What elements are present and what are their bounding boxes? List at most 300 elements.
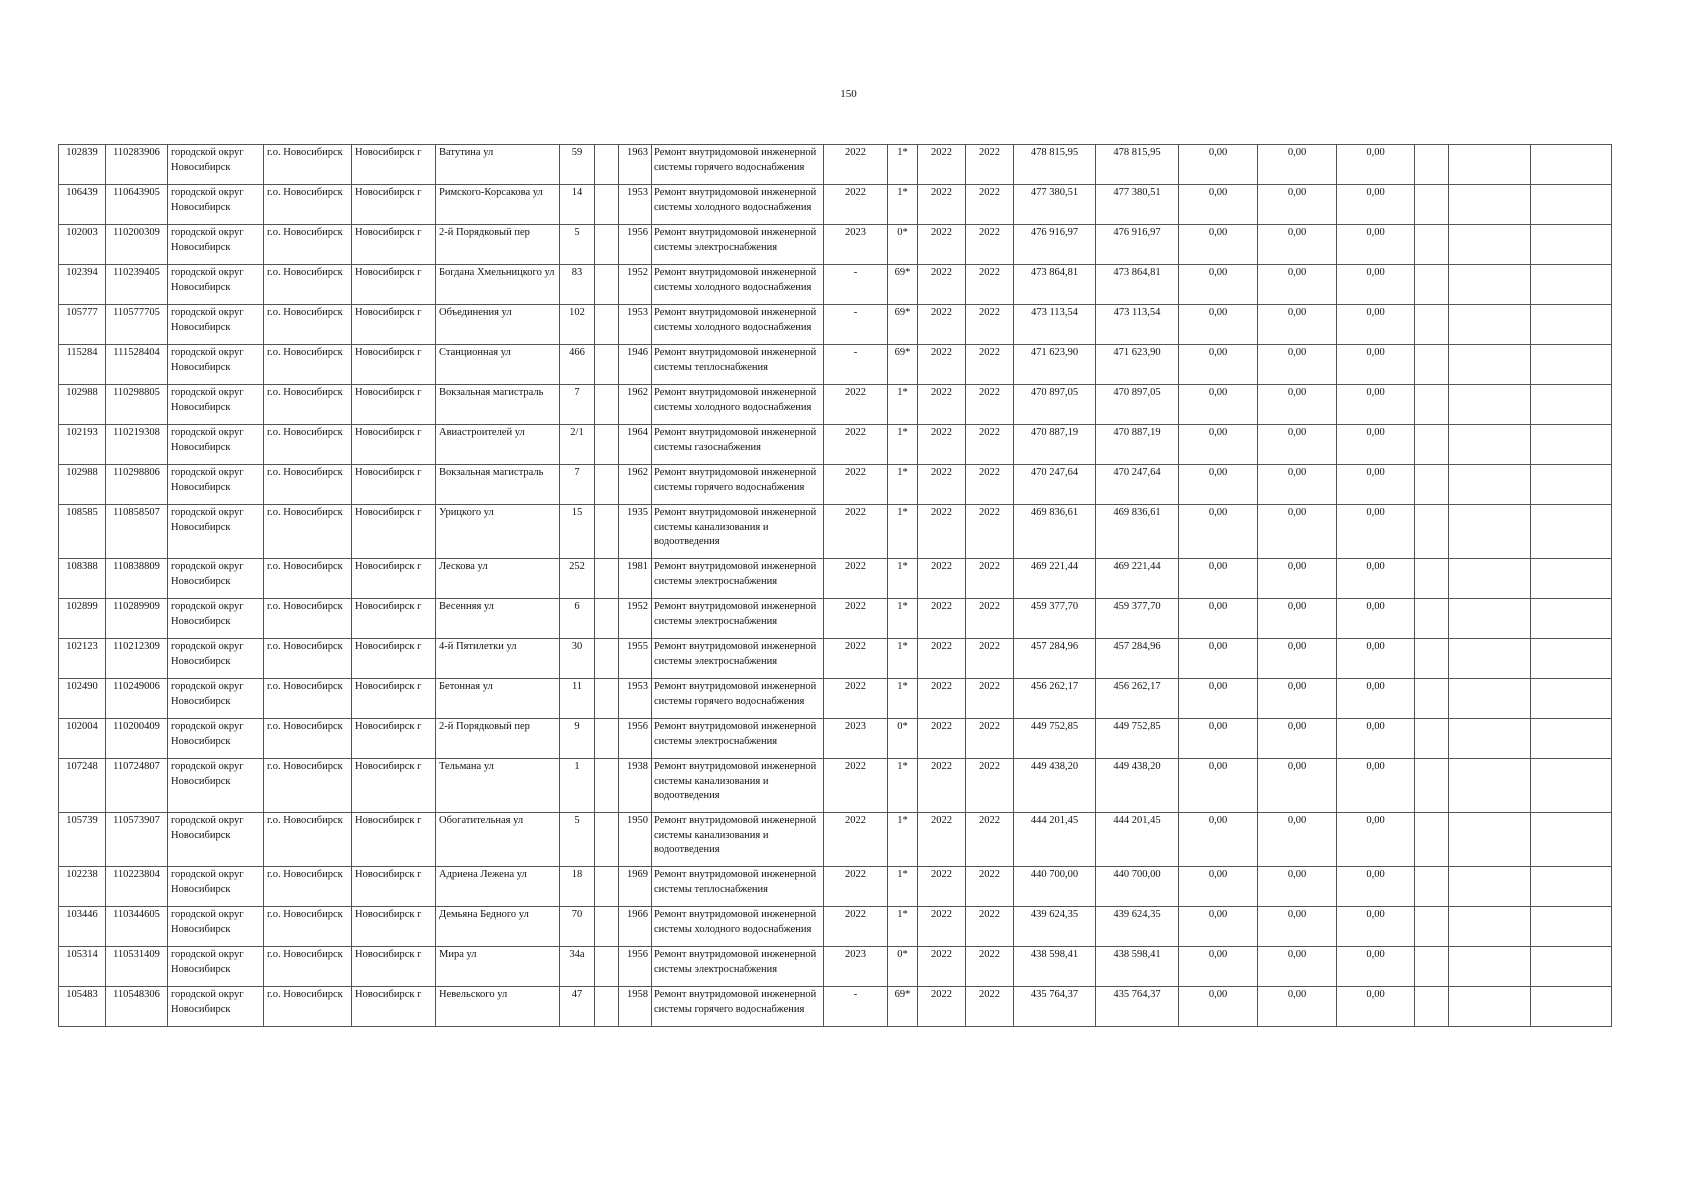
cell-settlement: г.о. Новосибирск xyxy=(264,759,352,813)
cell-cost-regional: 0,00 xyxy=(1258,719,1337,759)
cell-house-number: 7 xyxy=(560,385,595,425)
cell-end-year: 2022 xyxy=(966,385,1014,425)
cell-cost-local: 0,00 xyxy=(1337,425,1415,465)
cell-start-year: 2022 xyxy=(918,947,966,987)
cell-locality: Новосибирск г xyxy=(352,225,436,265)
cell-cost-regional: 0,00 xyxy=(1258,599,1337,639)
cell-cost-local: 0,00 xyxy=(1337,759,1415,813)
cell-cost-federal: 0,00 xyxy=(1179,719,1258,759)
cell-house-number: 5 xyxy=(560,813,595,867)
cell-cost-local: 0,00 xyxy=(1337,987,1415,1027)
cell-work-type: Ремонт внутридомовой инженерной системы канализования и водоотведения xyxy=(652,505,824,559)
cell-extra-2 xyxy=(1449,145,1531,185)
cell-end-year: 2022 xyxy=(966,907,1014,947)
cell-work-type: Ремонт внутридомовой инженерной системы горячего водоснабжения xyxy=(652,679,824,719)
cell-cost-federal: 0,00 xyxy=(1179,907,1258,947)
cell-cost-owners: 435 764,37 xyxy=(1096,987,1179,1027)
cell-cost-federal: 0,00 xyxy=(1179,465,1258,505)
cell-end-year: 2022 xyxy=(966,145,1014,185)
cell-build-year: 1938 xyxy=(619,759,652,813)
cell-cost-owners: 469 221,44 xyxy=(1096,559,1179,599)
cell-extra-3 xyxy=(1531,599,1612,639)
cell-cost-federal: 0,00 xyxy=(1179,225,1258,265)
cell-extra-1 xyxy=(1415,465,1449,505)
cell-build-year: 1962 xyxy=(619,465,652,505)
cell-cost-owners: 473 864,81 xyxy=(1096,265,1179,305)
cell-status-code: 1* xyxy=(888,145,918,185)
cell-municipality: городской округ Новосибирск xyxy=(168,719,264,759)
cell-extra-2 xyxy=(1449,425,1531,465)
cell-object-code: 110283906 xyxy=(106,145,168,185)
cell-record-id: 102123 xyxy=(59,639,106,679)
cell-locality: Новосибирск г xyxy=(352,947,436,987)
cell-extra-1 xyxy=(1415,505,1449,559)
cell-extra-3 xyxy=(1531,813,1612,867)
cell-status-code: 1* xyxy=(888,185,918,225)
cell-cost-federal: 0,00 xyxy=(1179,759,1258,813)
cell-street: Богдана Хмельницкого ул xyxy=(436,265,560,305)
cell-build-year: 1956 xyxy=(619,225,652,265)
cell-house-number: 14 xyxy=(560,185,595,225)
cell-extra-3 xyxy=(1531,867,1612,907)
cell-planned-year: 2022 xyxy=(824,465,888,505)
cell-cost-owners: 476 916,97 xyxy=(1096,225,1179,265)
cell-cost-federal: 0,00 xyxy=(1179,639,1258,679)
cell-cost-regional: 0,00 xyxy=(1258,559,1337,599)
cell-record-id: 102988 xyxy=(59,465,106,505)
cell-total-cost: 449 438,20 xyxy=(1014,759,1096,813)
cell-settlement: г.о. Новосибирск xyxy=(264,185,352,225)
cell-planned-year: 2022 xyxy=(824,559,888,599)
cell-cost-local: 0,00 xyxy=(1337,145,1415,185)
cell-cost-owners: 440 700,00 xyxy=(1096,867,1179,907)
cell-work-type: Ремонт внутридомовой инженерной системы электроснабжения xyxy=(652,947,824,987)
cell-start-year: 2022 xyxy=(918,345,966,385)
cell-work-type: Ремонт внутридомовой инженерной системы горячего водоснабжения xyxy=(652,145,824,185)
cell-street: Урицкого ул xyxy=(436,505,560,559)
cell-object-code: 110643905 xyxy=(106,185,168,225)
cell-object-code: 110223804 xyxy=(106,867,168,907)
cell-work-type: Ремонт внутридомовой инженерной системы электроснабжения xyxy=(652,639,824,679)
cell-building xyxy=(595,225,619,265)
cell-object-code: 110531409 xyxy=(106,947,168,987)
cell-cost-regional: 0,00 xyxy=(1258,225,1337,265)
cell-extra-3 xyxy=(1531,305,1612,345)
table-row xyxy=(59,505,1612,559)
cell-extra-3 xyxy=(1531,987,1612,1027)
cell-house-number: 15 xyxy=(560,505,595,559)
cell-build-year: 1946 xyxy=(619,345,652,385)
cell-extra-1 xyxy=(1415,599,1449,639)
cell-build-year: 1966 xyxy=(619,907,652,947)
cell-cost-regional: 0,00 xyxy=(1258,639,1337,679)
cell-total-cost: 456 262,17 xyxy=(1014,679,1096,719)
cell-extra-1 xyxy=(1415,305,1449,345)
cell-cost-owners: 477 380,51 xyxy=(1096,185,1179,225)
cell-house-number: 70 xyxy=(560,907,595,947)
cell-status-code: 69* xyxy=(888,305,918,345)
cell-object-code: 110548306 xyxy=(106,987,168,1027)
cell-start-year: 2022 xyxy=(918,145,966,185)
cell-cost-local: 0,00 xyxy=(1337,185,1415,225)
cell-settlement: г.о. Новосибирск xyxy=(264,719,352,759)
cell-record-id: 106439 xyxy=(59,185,106,225)
cell-building xyxy=(595,265,619,305)
cell-locality: Новосибирск г xyxy=(352,265,436,305)
cell-planned-year: 2022 xyxy=(824,599,888,639)
cell-record-id: 102839 xyxy=(59,145,106,185)
cell-cost-federal: 0,00 xyxy=(1179,679,1258,719)
cell-planned-year: 2022 xyxy=(824,185,888,225)
cell-extra-2 xyxy=(1449,559,1531,599)
cell-street: Объединения ул xyxy=(436,305,560,345)
cell-build-year: 1969 xyxy=(619,867,652,907)
cell-end-year: 2022 xyxy=(966,867,1014,907)
cell-municipality: городской округ Новосибирск xyxy=(168,265,264,305)
cell-extra-1 xyxy=(1415,185,1449,225)
cell-settlement: г.о. Новосибирск xyxy=(264,225,352,265)
cell-object-code: 110239405 xyxy=(106,265,168,305)
cell-locality: Новосибирск г xyxy=(352,145,436,185)
cell-cost-federal: 0,00 xyxy=(1179,425,1258,465)
cell-start-year: 2022 xyxy=(918,225,966,265)
cell-settlement: г.о. Новосибирск xyxy=(264,425,352,465)
cell-building xyxy=(595,759,619,813)
cell-municipality: городской округ Новосибирск xyxy=(168,505,264,559)
cell-building xyxy=(595,867,619,907)
cell-extra-2 xyxy=(1449,185,1531,225)
cell-building xyxy=(595,505,619,559)
cell-start-year: 2022 xyxy=(918,867,966,907)
cell-cost-regional: 0,00 xyxy=(1258,907,1337,947)
cell-extra-2 xyxy=(1449,599,1531,639)
cell-settlement: г.о. Новосибирск xyxy=(264,385,352,425)
cell-status-code: 1* xyxy=(888,759,918,813)
cell-work-type: Ремонт внутридомовой инженерной системы горячего водоснабжения xyxy=(652,987,824,1027)
cell-cost-owners: 457 284,96 xyxy=(1096,639,1179,679)
cell-settlement: г.о. Новосибирск xyxy=(264,599,352,639)
cell-record-id: 102394 xyxy=(59,265,106,305)
cell-start-year: 2022 xyxy=(918,425,966,465)
cell-settlement: г.о. Новосибирск xyxy=(264,265,352,305)
cell-start-year: 2022 xyxy=(918,813,966,867)
table-body xyxy=(59,145,1612,1027)
cell-municipality: городской округ Новосибирск xyxy=(168,867,264,907)
cell-cost-local: 0,00 xyxy=(1337,305,1415,345)
cell-build-year: 1963 xyxy=(619,145,652,185)
cell-municipality: городской округ Новосибирск xyxy=(168,305,264,345)
cell-work-type: Ремонт внутридомовой инженерной системы электроснабжения xyxy=(652,599,824,639)
cell-object-code: 110289909 xyxy=(106,599,168,639)
cell-build-year: 1953 xyxy=(619,305,652,345)
cell-street: Невельского ул xyxy=(436,987,560,1027)
cell-cost-local: 0,00 xyxy=(1337,505,1415,559)
cell-build-year: 1950 xyxy=(619,813,652,867)
table-row xyxy=(59,987,1612,1027)
cell-extra-3 xyxy=(1531,679,1612,719)
cell-object-code: 110573907 xyxy=(106,813,168,867)
cell-cost-federal: 0,00 xyxy=(1179,305,1258,345)
cell-status-code: 1* xyxy=(888,813,918,867)
cell-total-cost: 469 221,44 xyxy=(1014,559,1096,599)
cell-cost-local: 0,00 xyxy=(1337,867,1415,907)
cell-house-number: 1 xyxy=(560,759,595,813)
cell-building xyxy=(595,385,619,425)
cell-start-year: 2022 xyxy=(918,505,966,559)
cell-work-type: Ремонт внутридомовой инженерной системы холодного водоснабжения xyxy=(652,265,824,305)
cell-cost-federal: 0,00 xyxy=(1179,813,1258,867)
cell-object-code: 110219308 xyxy=(106,425,168,465)
cell-locality: Новосибирск г xyxy=(352,813,436,867)
cell-status-code: 69* xyxy=(888,987,918,1027)
cell-cost-federal: 0,00 xyxy=(1179,947,1258,987)
cell-street: Адриена Лежена ул xyxy=(436,867,560,907)
table-row xyxy=(59,719,1612,759)
cell-street: 4-й Пятилетки ул xyxy=(436,639,560,679)
table-row xyxy=(59,813,1612,867)
cell-record-id: 105314 xyxy=(59,947,106,987)
cell-work-type: Ремонт внутридомовой инженерной системы электроснабжения xyxy=(652,719,824,759)
cell-cost-owners: 478 815,95 xyxy=(1096,145,1179,185)
cell-locality: Новосибирск г xyxy=(352,599,436,639)
cell-house-number: 252 xyxy=(560,559,595,599)
cell-total-cost: 438 598,41 xyxy=(1014,947,1096,987)
cell-planned-year: - xyxy=(824,265,888,305)
cell-end-year: 2022 xyxy=(966,559,1014,599)
cell-object-code: 110298805 xyxy=(106,385,168,425)
cell-extra-2 xyxy=(1449,385,1531,425)
cell-locality: Новосибирск г xyxy=(352,867,436,907)
cell-house-number: 18 xyxy=(560,867,595,907)
cell-house-number: 59 xyxy=(560,145,595,185)
cell-status-code: 1* xyxy=(888,559,918,599)
cell-settlement: г.о. Новосибирск xyxy=(264,679,352,719)
cell-settlement: г.о. Новосибирск xyxy=(264,145,352,185)
cell-municipality: городской округ Новосибирск xyxy=(168,947,264,987)
cell-municipality: городской округ Новосибирск xyxy=(168,639,264,679)
cell-end-year: 2022 xyxy=(966,639,1014,679)
cell-build-year: 1964 xyxy=(619,425,652,465)
cell-record-id: 107248 xyxy=(59,759,106,813)
cell-municipality: городской округ Новосибирск xyxy=(168,225,264,265)
cell-planned-year: - xyxy=(824,305,888,345)
cell-extra-3 xyxy=(1531,947,1612,987)
cell-locality: Новосибирск г xyxy=(352,505,436,559)
cell-cost-local: 0,00 xyxy=(1337,599,1415,639)
cell-extra-3 xyxy=(1531,345,1612,385)
cell-total-cost: 440 700,00 xyxy=(1014,867,1096,907)
cell-end-year: 2022 xyxy=(966,465,1014,505)
cell-cost-owners: 449 752,85 xyxy=(1096,719,1179,759)
cell-street: Лескова ул xyxy=(436,559,560,599)
cell-total-cost: 470 887,19 xyxy=(1014,425,1096,465)
cell-locality: Новосибирск г xyxy=(352,559,436,599)
cell-total-cost: 449 752,85 xyxy=(1014,719,1096,759)
cell-locality: Новосибирск г xyxy=(352,719,436,759)
cell-extra-1 xyxy=(1415,559,1449,599)
cell-planned-year: - xyxy=(824,987,888,1027)
cell-cost-local: 0,00 xyxy=(1337,639,1415,679)
cell-building xyxy=(595,987,619,1027)
cell-extra-1 xyxy=(1415,265,1449,305)
table-row xyxy=(59,265,1612,305)
cell-extra-2 xyxy=(1449,225,1531,265)
cell-total-cost: 457 284,96 xyxy=(1014,639,1096,679)
cell-cost-federal: 0,00 xyxy=(1179,385,1258,425)
cell-planned-year: 2022 xyxy=(824,505,888,559)
cell-extra-3 xyxy=(1531,425,1612,465)
cell-municipality: городской округ Новосибирск xyxy=(168,385,264,425)
cell-total-cost: 471 623,90 xyxy=(1014,345,1096,385)
cell-building xyxy=(595,185,619,225)
cell-street: Вокзальная магистраль xyxy=(436,385,560,425)
cell-building xyxy=(595,639,619,679)
cell-end-year: 2022 xyxy=(966,345,1014,385)
cell-total-cost: 470 247,64 xyxy=(1014,465,1096,505)
cell-locality: Новосибирск г xyxy=(352,679,436,719)
table-row xyxy=(59,907,1612,947)
cell-street: Авиастроителей ул xyxy=(436,425,560,465)
cell-municipality: городской округ Новосибирск xyxy=(168,679,264,719)
cell-building xyxy=(595,345,619,385)
cell-cost-owners: 444 201,45 xyxy=(1096,813,1179,867)
cell-extra-3 xyxy=(1531,907,1612,947)
cell-object-code: 110212309 xyxy=(106,639,168,679)
cell-cost-regional: 0,00 xyxy=(1258,425,1337,465)
cell-cost-regional: 0,00 xyxy=(1258,465,1337,505)
cell-status-code: 0* xyxy=(888,225,918,265)
cell-house-number: 47 xyxy=(560,987,595,1027)
cell-cost-regional: 0,00 xyxy=(1258,987,1337,1027)
cell-planned-year: 2023 xyxy=(824,947,888,987)
cell-build-year: 1953 xyxy=(619,679,652,719)
cell-extra-1 xyxy=(1415,947,1449,987)
table-row xyxy=(59,867,1612,907)
cell-record-id: 102193 xyxy=(59,425,106,465)
cell-total-cost: 435 764,37 xyxy=(1014,987,1096,1027)
cell-work-type: Ремонт внутридомовой инженерной системы электроснабжения xyxy=(652,225,824,265)
cell-planned-year: 2022 xyxy=(824,425,888,465)
table-row xyxy=(59,225,1612,265)
cell-object-code: 110838809 xyxy=(106,559,168,599)
cell-total-cost: 477 380,51 xyxy=(1014,185,1096,225)
cell-start-year: 2022 xyxy=(918,559,966,599)
cell-extra-3 xyxy=(1531,719,1612,759)
cell-status-code: 1* xyxy=(888,867,918,907)
table-row xyxy=(59,185,1612,225)
cell-building xyxy=(595,719,619,759)
cell-extra-2 xyxy=(1449,947,1531,987)
cell-total-cost: 470 897,05 xyxy=(1014,385,1096,425)
cell-cost-local: 0,00 xyxy=(1337,907,1415,947)
cell-extra-3 xyxy=(1531,265,1612,305)
cell-street: Тельмана ул xyxy=(436,759,560,813)
cell-cost-owners: 439 624,35 xyxy=(1096,907,1179,947)
cell-record-id: 102988 xyxy=(59,385,106,425)
cell-extra-1 xyxy=(1415,759,1449,813)
cell-locality: Новосибирск г xyxy=(352,425,436,465)
cell-building xyxy=(595,305,619,345)
cell-settlement: г.о. Новосибирск xyxy=(264,345,352,385)
cell-house-number: 6 xyxy=(560,599,595,639)
program-table xyxy=(58,144,1612,1027)
cell-extra-2 xyxy=(1449,305,1531,345)
cell-planned-year: 2022 xyxy=(824,679,888,719)
cell-extra-2 xyxy=(1449,265,1531,305)
cell-street: 2-й Порядковый пер xyxy=(436,225,560,265)
cell-street: Станционная ул xyxy=(436,345,560,385)
cell-work-type: Ремонт внутридомовой инженерной системы теплоснабжения xyxy=(652,345,824,385)
cell-status-code: 1* xyxy=(888,907,918,947)
cell-cost-federal: 0,00 xyxy=(1179,505,1258,559)
cell-house-number: 9 xyxy=(560,719,595,759)
cell-total-cost: 476 916,97 xyxy=(1014,225,1096,265)
cell-street: Вокзальная магистраль xyxy=(436,465,560,505)
cell-status-code: 1* xyxy=(888,505,918,559)
cell-street: Бетонная ул xyxy=(436,679,560,719)
cell-object-code: 110200409 xyxy=(106,719,168,759)
cell-extra-3 xyxy=(1531,465,1612,505)
cell-extra-1 xyxy=(1415,679,1449,719)
cell-work-type: Ремонт внутридомовой инженерной системы горячего водоснабжения xyxy=(652,465,824,505)
cell-start-year: 2022 xyxy=(918,265,966,305)
cell-settlement: г.о. Новосибирск xyxy=(264,947,352,987)
cell-build-year: 1955 xyxy=(619,639,652,679)
cell-end-year: 2022 xyxy=(966,305,1014,345)
table-row xyxy=(59,305,1612,345)
cell-cost-owners: 456 262,17 xyxy=(1096,679,1179,719)
cell-cost-federal: 0,00 xyxy=(1179,185,1258,225)
cell-build-year: 1952 xyxy=(619,265,652,305)
cell-object-code: 110577705 xyxy=(106,305,168,345)
cell-cost-regional: 0,00 xyxy=(1258,679,1337,719)
cell-build-year: 1952 xyxy=(619,599,652,639)
cell-total-cost: 439 624,35 xyxy=(1014,907,1096,947)
cell-extra-1 xyxy=(1415,345,1449,385)
cell-end-year: 2022 xyxy=(966,679,1014,719)
cell-street: Римского-Корсакова ул xyxy=(436,185,560,225)
cell-extra-2 xyxy=(1449,345,1531,385)
cell-settlement: г.о. Новосибирск xyxy=(264,465,352,505)
cell-street: Мира ул xyxy=(436,947,560,987)
cell-cost-regional: 0,00 xyxy=(1258,867,1337,907)
cell-planned-year: - xyxy=(824,345,888,385)
cell-cost-regional: 0,00 xyxy=(1258,145,1337,185)
cell-cost-local: 0,00 xyxy=(1337,345,1415,385)
cell-extra-1 xyxy=(1415,639,1449,679)
table-row xyxy=(59,679,1612,719)
cell-cost-local: 0,00 xyxy=(1337,559,1415,599)
cell-extra-1 xyxy=(1415,907,1449,947)
cell-house-number: 34а xyxy=(560,947,595,987)
cell-record-id: 102003 xyxy=(59,225,106,265)
cell-cost-federal: 0,00 xyxy=(1179,867,1258,907)
cell-locality: Новосибирск г xyxy=(352,987,436,1027)
cell-cost-owners: 470 887,19 xyxy=(1096,425,1179,465)
cell-object-code: 110724807 xyxy=(106,759,168,813)
cell-extra-1 xyxy=(1415,385,1449,425)
cell-extra-2 xyxy=(1449,719,1531,759)
cell-cost-regional: 0,00 xyxy=(1258,305,1337,345)
cell-house-number: 102 xyxy=(560,305,595,345)
cell-start-year: 2022 xyxy=(918,185,966,225)
cell-start-year: 2022 xyxy=(918,679,966,719)
cell-street: Демьяна Бедного ул xyxy=(436,907,560,947)
cell-house-number: 11 xyxy=(560,679,595,719)
cell-object-code: 110298806 xyxy=(106,465,168,505)
cell-extra-1 xyxy=(1415,867,1449,907)
cell-locality: Новосибирск г xyxy=(352,465,436,505)
